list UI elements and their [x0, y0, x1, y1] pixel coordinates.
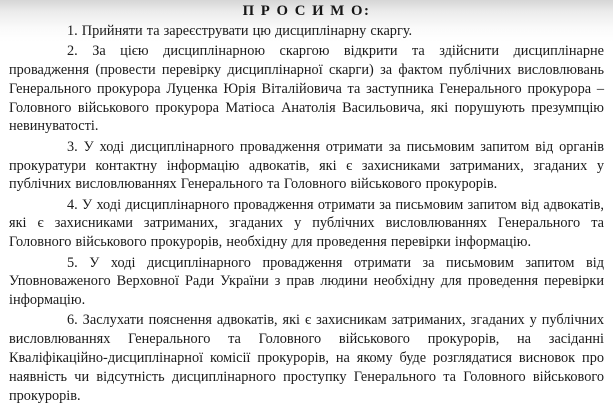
petition-paragraph-6: 6. Заслухати пояснення адвокатів, які є захисникам затриманих, згаданих у публічних висловлюваннях Генерального та Головного військового прокурорів, на засіданні Кваліфікаційно-дисциплінарної комісії прокурорів, на якому буде розглядатися висновок про наявність чи відсутність дисциплінарного проступку Генерального та Головного військового прокурорів.	[9, 312, 604, 404]
petition-paragraph-2: 2. За цією дисциплінарною скаргою відкрити та здійснити дисциплінарне провадження (провести перевірку дисциплінарної скарги) за фактом публічних висловлювань Генерального прокурора Луценка Юрія Віталійовича та заступника Генерального прокурора – Головного військового прокурора Матіоса Анатолія Васильовича, які порушують презумпцію невинуватості.	[9, 43, 604, 135]
petition-paragraph-1: 1. Прийняти та зареєструвати цю дисциплінарну скаргу.	[67, 23, 413, 39]
petition-paragraph-4: 4. У ході дисциплінарного провадження отримати за письмовим запитом від адвокатів, які є захисниками затриманих, згаданих у публічних висловлюваннях Генерального та Головного військового прокурорів, необхідну для проведення перевірки інформацію.	[9, 196, 604, 251]
petition-heading: П Р О С И М О:	[242, 3, 371, 19]
petition-paragraph-3: 3. У ході дисциплінарного провадження отримати за письмовим запитом від органів прокуратури контактну інформацію адвокатів, які є захисниками затриманих, згаданих у публічних висловлюваннях Генерального та Головного військового прокурорів.	[9, 138, 604, 193]
petition-paragraph-5: 5. У ході дисциплінарного провадження отримати за письмовим запитом від Уповноваженого Верховної Ради України з прав людини необхідну для проведення перевірки інформацію.	[9, 254, 604, 309]
